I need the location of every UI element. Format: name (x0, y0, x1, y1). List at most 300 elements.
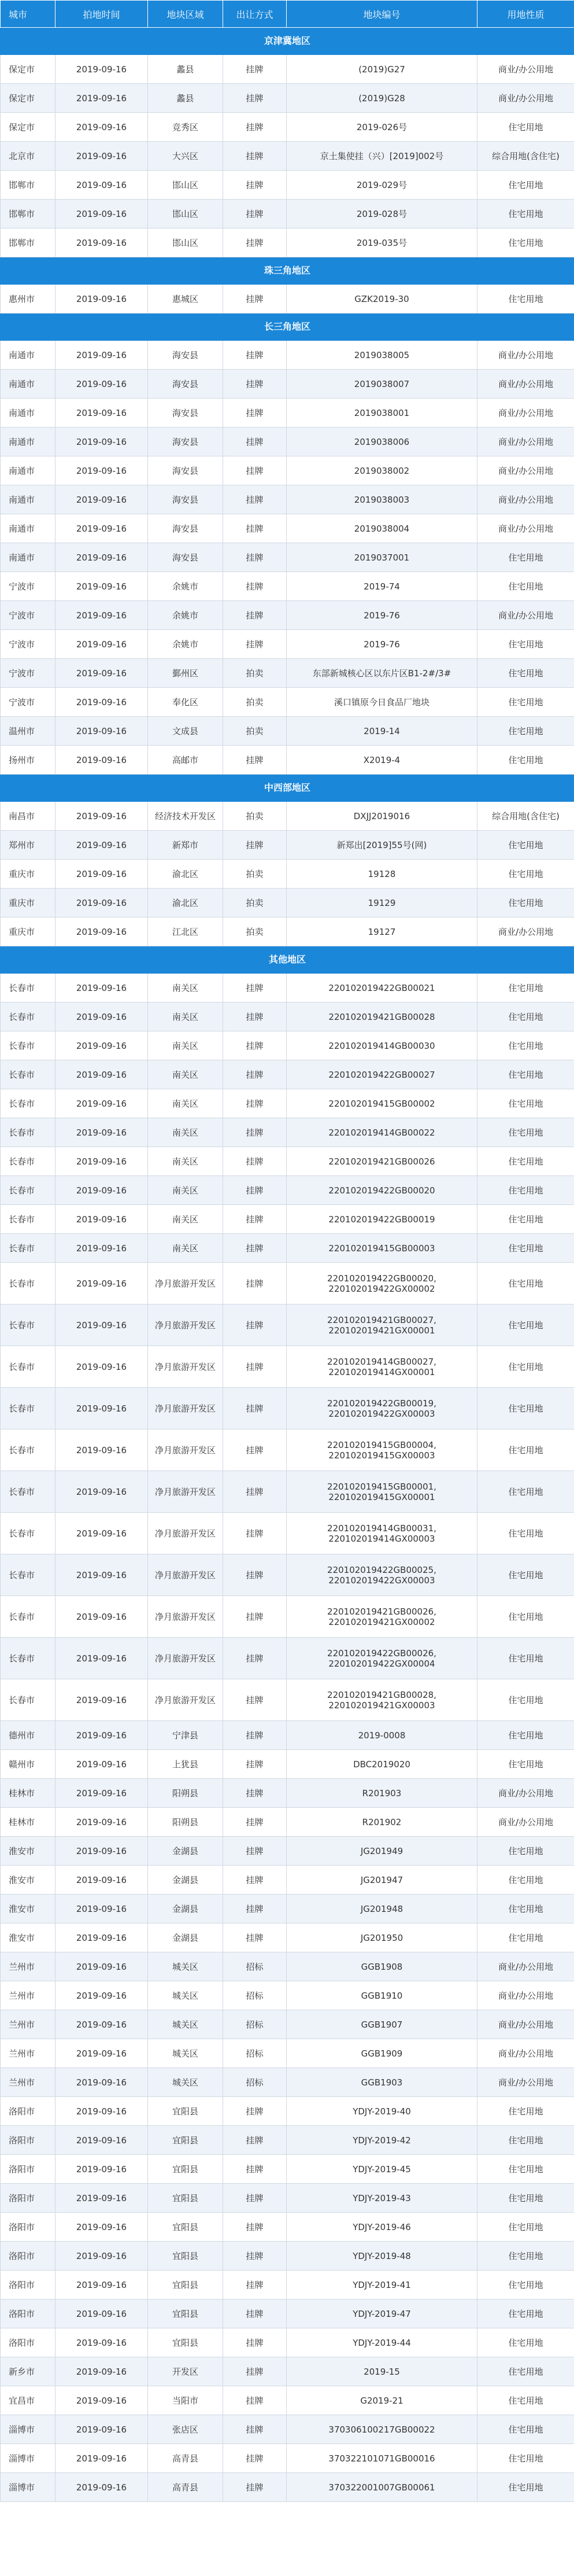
cell-parcel-id: JG201949 (287, 1837, 477, 1866)
cell-date: 2019-09-16 (55, 2299, 148, 2328)
cell-land-use: 综合用地(含住宅) (477, 802, 574, 831)
cell-area: 宜阳县 (148, 2126, 223, 2155)
cell-method: 挂牌 (223, 1234, 287, 1263)
cell-land-use: 住宅用地 (477, 974, 574, 1003)
cell-method: 挂牌 (223, 974, 287, 1003)
cell-parcel-id: 2019-15 (287, 2357, 477, 2386)
cell-date: 2019-09-16 (55, 746, 148, 775)
cell-area: 金湖县 (148, 1837, 223, 1866)
cell-land-use: 住宅用地 (477, 2271, 574, 2299)
cell-method: 招标 (223, 2039, 287, 2068)
cell-area: 海安县 (148, 399, 223, 428)
cell-land-use: 住宅用地 (477, 2184, 574, 2213)
table-row (1, 370, 574, 399)
cell-city: 宁波市 (1, 630, 55, 659)
cell-area: 宜阳县 (148, 2299, 223, 2328)
cell-parcel-id: 2019038006 (287, 428, 477, 456)
cell-land-use: 住宅用地 (477, 860, 574, 889)
cell-area: 南关区 (148, 1089, 223, 1118)
cell-method: 挂牌 (223, 1176, 287, 1205)
table-row (1, 2068, 574, 2097)
table-row (1, 2271, 574, 2299)
cell-city: 长春市 (1, 974, 55, 1003)
header-area: 地块区域 (148, 1, 223, 28)
cell-city: 长春市 (1, 1060, 55, 1089)
cell-area: 竞秀区 (148, 113, 223, 142)
cell-land-use: 住宅用地 (477, 285, 574, 314)
cell-area: 宁津县 (148, 1721, 223, 1750)
table-row (1, 1952, 574, 1981)
cell-area: 净月旅游开发区 (148, 1638, 223, 1679)
table-row (1, 1118, 574, 1147)
cell-parcel-id: YDJY-2019-47 (287, 2299, 477, 2328)
cell-parcel-id: (2019)G28 (287, 84, 477, 113)
cell-area: 南关区 (148, 1205, 223, 1234)
table-row (1, 1554, 574, 1596)
cell-land-use: 商业/办公用地 (477, 601, 574, 630)
cell-land-use: 住宅用地 (477, 2126, 574, 2155)
table-row (1, 889, 574, 917)
cell-land-use: 住宅用地 (477, 2155, 574, 2184)
cell-parcel-id: 220102019415GB00002 (287, 1089, 477, 1118)
cell-land-use: 住宅用地 (477, 2213, 574, 2242)
table-row (1, 200, 574, 229)
cell-area: 净月旅游开发区 (148, 1513, 223, 1554)
cell-method: 挂牌 (223, 428, 287, 456)
cell-method: 挂牌 (223, 1721, 287, 1750)
cell-parcel-id: YDJY-2019-41 (287, 2271, 477, 2299)
cell-parcel-id: YDJY-2019-46 (287, 2213, 477, 2242)
table-row (1, 55, 574, 84)
cell-land-use: 商业/办公用地 (477, 2039, 574, 2068)
cell-area: 文成县 (148, 717, 223, 746)
cell-date: 2019-09-16 (55, 1089, 148, 1118)
cell-date: 2019-09-16 (55, 2242, 148, 2271)
cell-method: 挂牌 (223, 2299, 287, 2328)
table-row (1, 1304, 574, 1346)
cell-land-use: 住宅用地 (477, 1205, 574, 1234)
table-row (1, 543, 574, 572)
cell-method: 挂牌 (223, 285, 287, 314)
table-row (1, 456, 574, 485)
cell-method: 挂牌 (223, 1118, 287, 1147)
cell-date: 2019-09-16 (55, 514, 148, 543)
cell-parcel-id: 220102019422GB00026, 220102019422GX00004 (287, 1638, 477, 1679)
cell-area: 南关区 (148, 1147, 223, 1176)
region-header-row (1, 314, 574, 341)
cell-city: 桂林市 (1, 1808, 55, 1837)
cell-date: 2019-09-16 (55, 229, 148, 257)
table-header-row (1, 1, 574, 28)
cell-city: 长春市 (1, 1089, 55, 1118)
cell-parcel-id: 19128 (287, 860, 477, 889)
cell-area: 净月旅游开发区 (148, 1263, 223, 1304)
cell-land-use: 住宅用地 (477, 1147, 574, 1176)
table-row (1, 1031, 574, 1060)
table-row (1, 285, 574, 314)
cell-parcel-id: 2019-028号 (287, 200, 477, 229)
table-row (1, 1471, 574, 1513)
cell-method: 挂牌 (223, 630, 287, 659)
cell-area: 净月旅游开发区 (148, 1596, 223, 1638)
cell-parcel-id: GGB1907 (287, 2010, 477, 2039)
cell-city: 淮安市 (1, 1866, 55, 1895)
cell-date: 2019-09-16 (55, 142, 148, 171)
cell-date: 2019-09-16 (55, 1429, 148, 1471)
table-row (1, 1234, 574, 1263)
table-row (1, 1721, 574, 1750)
cell-date: 2019-09-16 (55, 2126, 148, 2155)
cell-date: 2019-09-16 (55, 543, 148, 572)
cell-method: 挂牌 (223, 1471, 287, 1513)
cell-area: 余姚市 (148, 630, 223, 659)
cell-land-use: 住宅用地 (477, 1304, 574, 1346)
cell-date: 2019-09-16 (55, 1471, 148, 1513)
cell-land-use: 住宅用地 (477, 200, 574, 229)
cell-city: 洛阳市 (1, 2097, 55, 2126)
table-row (1, 1596, 574, 1638)
cell-city: 兰州市 (1, 2010, 55, 2039)
cell-parcel-id: 220102019415GB00003 (287, 1234, 477, 1263)
cell-date: 2019-09-16 (55, 200, 148, 229)
cell-parcel-id: 220102019415GB00004, 220102019415GX00003 (287, 1429, 477, 1471)
cell-method: 挂牌 (223, 1779, 287, 1808)
cell-city: 温州市 (1, 717, 55, 746)
cell-area: 海安县 (148, 485, 223, 514)
cell-parcel-id: 京土集使挂（兴）[2019]002号 (287, 142, 477, 171)
cell-date: 2019-09-16 (55, 1721, 148, 1750)
cell-method: 挂牌 (223, 1554, 287, 1596)
cell-land-use: 住宅用地 (477, 1429, 574, 1471)
cell-area: 邯山区 (148, 171, 223, 200)
cell-area: 蠡县 (148, 84, 223, 113)
cell-city: 淄博市 (1, 2473, 55, 2502)
cell-parcel-id: 2019-0008 (287, 1721, 477, 1750)
cell-parcel-id: 220102019422GB00025, 220102019422GX00003 (287, 1554, 477, 1596)
cell-city: 赣州市 (1, 1750, 55, 1779)
cell-parcel-id: GGB1909 (287, 2039, 477, 2068)
cell-city: 长春市 (1, 1346, 55, 1388)
cell-area: 海安县 (148, 370, 223, 399)
cell-date: 2019-09-16 (55, 659, 148, 688)
table-row (1, 746, 574, 775)
cell-area: 宜阳县 (148, 2097, 223, 2126)
cell-date: 2019-09-16 (55, 2039, 148, 2068)
table-row (1, 2242, 574, 2271)
cell-city: 长春市 (1, 1304, 55, 1346)
cell-method: 挂牌 (223, 1679, 287, 1721)
cell-method: 挂牌 (223, 1147, 287, 1176)
cell-parcel-id: JG201950 (287, 1923, 477, 1952)
cell-date: 2019-09-16 (55, 688, 148, 717)
cell-area: 余姚市 (148, 601, 223, 630)
cell-parcel-id: 220102019422GB00020, 220102019422GX00002 (287, 1263, 477, 1304)
cell-parcel-id: 370306100217GB00022 (287, 2415, 477, 2444)
cell-area: 城关区 (148, 2068, 223, 2097)
cell-method: 挂牌 (223, 1808, 287, 1837)
cell-parcel-id: YDJY-2019-48 (287, 2242, 477, 2271)
cell-city: 兰州市 (1, 2039, 55, 2068)
cell-date: 2019-09-16 (55, 2444, 148, 2473)
cell-city: 长春市 (1, 1205, 55, 1234)
cell-land-use: 商业/办公用地 (477, 370, 574, 399)
cell-date: 2019-09-16 (55, 341, 148, 370)
cell-method: 挂牌 (223, 1031, 287, 1060)
cell-land-use: 住宅用地 (477, 2444, 574, 2473)
cell-city: 南昌市 (1, 802, 55, 831)
cell-parcel-id: 220102019414GB00027, 220102019414GX00001 (287, 1346, 477, 1388)
cell-date: 2019-09-16 (55, 1118, 148, 1147)
cell-city: 南通市 (1, 485, 55, 514)
table-row (1, 1346, 574, 1388)
cell-land-use: 商业/办公用地 (477, 456, 574, 485)
cell-land-use: 住宅用地 (477, 229, 574, 257)
cell-date: 2019-09-16 (55, 2213, 148, 2242)
cell-method: 挂牌 (223, 2444, 287, 2473)
cell-method: 挂牌 (223, 370, 287, 399)
cell-land-use: 商业/办公用地 (477, 341, 574, 370)
cell-method: 挂牌 (223, 1060, 287, 1089)
cell-area: 开发区 (148, 2357, 223, 2386)
table-row (1, 1089, 574, 1118)
cell-parcel-id: 220102019414GB00030 (287, 1031, 477, 1060)
cell-parcel-id: JG201948 (287, 1895, 477, 1923)
region-title: 珠三角地区 (1, 257, 574, 285)
cell-city: 兰州市 (1, 2068, 55, 2097)
cell-method: 挂牌 (223, 831, 287, 860)
table-row (1, 802, 574, 831)
cell-area: 蠡县 (148, 55, 223, 84)
table-row (1, 659, 574, 688)
cell-land-use: 商业/办公用地 (477, 1981, 574, 2010)
cell-date: 2019-09-16 (55, 84, 148, 113)
cell-land-use: 商业/办公用地 (477, 428, 574, 456)
header-date: 拍地时间 (55, 1, 148, 28)
cell-date: 2019-09-16 (55, 1176, 148, 1205)
cell-parcel-id: DBC2019020 (287, 1750, 477, 1779)
cell-city: 兰州市 (1, 1981, 55, 2010)
cell-parcel-id: 19127 (287, 917, 477, 946)
cell-method: 挂牌 (223, 2415, 287, 2444)
cell-area: 城关区 (148, 1981, 223, 2010)
table-row (1, 514, 574, 543)
cell-city: 南通市 (1, 341, 55, 370)
cell-date: 2019-09-16 (55, 717, 148, 746)
cell-method: 挂牌 (223, 2242, 287, 2271)
table-row (1, 917, 574, 946)
cell-land-use: 住宅用地 (477, 1923, 574, 1952)
cell-area: 宜阳县 (148, 2184, 223, 2213)
cell-area: 南关区 (148, 974, 223, 1003)
cell-area: 江北区 (148, 917, 223, 946)
cell-method: 挂牌 (223, 1429, 287, 1471)
cell-city: 洛阳市 (1, 2126, 55, 2155)
cell-city: 邯郸市 (1, 200, 55, 229)
cell-city: 长春市 (1, 1429, 55, 1471)
cell-land-use: 住宅用地 (477, 688, 574, 717)
region-header-row (1, 257, 574, 285)
cell-parcel-id: 220102019422GB00019 (287, 1205, 477, 1234)
cell-city: 南通市 (1, 456, 55, 485)
table-row (1, 1060, 574, 1089)
cell-method: 挂牌 (223, 2097, 287, 2126)
cell-method: 挂牌 (223, 1923, 287, 1952)
cell-date: 2019-09-16 (55, 1554, 148, 1596)
cell-method: 挂牌 (223, 1089, 287, 1118)
cell-city: 邯郸市 (1, 171, 55, 200)
cell-city: 长春市 (1, 1003, 55, 1031)
cell-date: 2019-09-16 (55, 2068, 148, 2097)
cell-land-use: 住宅用地 (477, 717, 574, 746)
cell-parcel-id: 东部新城核心区以东片区B1-2#/3# (287, 659, 477, 688)
cell-date: 2019-09-16 (55, 630, 148, 659)
cell-date: 2019-09-16 (55, 1596, 148, 1638)
cell-method: 挂牌 (223, 1304, 287, 1346)
cell-method: 挂牌 (223, 2271, 287, 2299)
cell-area: 鄞州区 (148, 659, 223, 688)
cell-method: 挂牌 (223, 456, 287, 485)
cell-method: 挂牌 (223, 1388, 287, 1429)
cell-date: 2019-09-16 (55, 1679, 148, 1721)
cell-land-use: 住宅用地 (477, 1089, 574, 1118)
cell-method: 拍卖 (223, 860, 287, 889)
table-row (1, 1429, 574, 1471)
cell-date: 2019-09-16 (55, 485, 148, 514)
cell-area: 海安县 (148, 341, 223, 370)
cell-parcel-id: GGB1903 (287, 2068, 477, 2097)
cell-city: 长春市 (1, 1554, 55, 1596)
cell-area: 城关区 (148, 2010, 223, 2039)
cell-date: 2019-09-16 (55, 1837, 148, 1866)
cell-city: 长春市 (1, 1513, 55, 1554)
cell-land-use: 住宅用地 (477, 572, 574, 601)
cell-date: 2019-09-16 (55, 1060, 148, 1089)
table-body (1, 28, 574, 2502)
cell-area: 渝北区 (148, 860, 223, 889)
cell-land-use: 住宅用地 (477, 1837, 574, 1866)
cell-area: 大兴区 (148, 142, 223, 171)
table-row (1, 2444, 574, 2473)
cell-parcel-id: 220102019422GB00021 (287, 974, 477, 1003)
header-city: 城市 (1, 1, 55, 28)
region-title: 其他地区 (1, 946, 574, 974)
cell-city: 长春市 (1, 1031, 55, 1060)
cell-parcel-id: DXJJ2019016 (287, 802, 477, 831)
cell-date: 2019-09-16 (55, 456, 148, 485)
cell-method: 挂牌 (223, 572, 287, 601)
table-row (1, 2155, 574, 2184)
cell-date: 2019-09-16 (55, 2386, 148, 2415)
table-row (1, 630, 574, 659)
table-row (1, 2010, 574, 2039)
cell-area: 南关区 (148, 1234, 223, 1263)
cell-method: 挂牌 (223, 1895, 287, 1923)
cell-date: 2019-09-16 (55, 889, 148, 917)
cell-method: 挂牌 (223, 1513, 287, 1554)
table-row (1, 84, 574, 113)
table-row (1, 1679, 574, 1721)
cell-land-use: 住宅用地 (477, 2242, 574, 2271)
cell-land-use: 商业/办公用地 (477, 917, 574, 946)
cell-area: 高邮市 (148, 746, 223, 775)
cell-city: 保定市 (1, 113, 55, 142)
cell-parcel-id: 2019-76 (287, 630, 477, 659)
cell-parcel-id: R201902 (287, 1808, 477, 1837)
cell-parcel-id: G2019-21 (287, 2386, 477, 2415)
cell-parcel-id: 220102019421GB00028, 220102019421GX00003 (287, 1679, 477, 1721)
cell-method: 挂牌 (223, 2328, 287, 2357)
cell-land-use: 住宅用地 (477, 2357, 574, 2386)
cell-parcel-id: 220102019422GB00019, 220102019422GX00003 (287, 1388, 477, 1429)
table-row (1, 1388, 574, 1429)
cell-area: 阳朔县 (148, 1808, 223, 1837)
cell-parcel-id: 2019038005 (287, 341, 477, 370)
cell-land-use: 住宅用地 (477, 1346, 574, 1388)
cell-method: 招标 (223, 1952, 287, 1981)
cell-area: 高青县 (148, 2444, 223, 2473)
region-header-row (1, 28, 574, 55)
cell-date: 2019-09-16 (55, 171, 148, 200)
table-row (1, 485, 574, 514)
cell-date: 2019-09-16 (55, 1895, 148, 1923)
cell-area: 宜阳县 (148, 2328, 223, 2357)
cell-city: 保定市 (1, 84, 55, 113)
table-row (1, 2386, 574, 2415)
cell-area: 经济技术开发区 (148, 802, 223, 831)
cell-parcel-id: R201903 (287, 1779, 477, 1808)
region-title: 京津冀地区 (1, 28, 574, 55)
cell-parcel-id: YDJY-2019-40 (287, 2097, 477, 2126)
cell-city: 淮安市 (1, 1895, 55, 1923)
cell-land-use: 住宅用地 (477, 1003, 574, 1031)
cell-parcel-id: 2019038002 (287, 456, 477, 485)
cell-date: 2019-09-16 (55, 1304, 148, 1346)
cell-method: 挂牌 (223, 1750, 287, 1779)
cell-city: 北京市 (1, 142, 55, 171)
cell-parcel-id: 370322101071GB00016 (287, 2444, 477, 2473)
cell-city: 长春市 (1, 1471, 55, 1513)
cell-parcel-id: 2019038007 (287, 370, 477, 399)
cell-city: 淄博市 (1, 2444, 55, 2473)
cell-land-use: 商业/办公用地 (477, 399, 574, 428)
cell-city: 南通市 (1, 514, 55, 543)
cell-parcel-id: GGB1910 (287, 1981, 477, 2010)
cell-method: 招标 (223, 1981, 287, 2010)
cell-method: 挂牌 (223, 514, 287, 543)
cell-city: 郑州市 (1, 831, 55, 860)
cell-city: 南通市 (1, 370, 55, 399)
cell-land-use: 住宅用地 (477, 1750, 574, 1779)
cell-land-use: 商业/办公用地 (477, 514, 574, 543)
cell-parcel-id: 2019-14 (287, 717, 477, 746)
cell-date: 2019-09-16 (55, 1263, 148, 1304)
cell-date: 2019-09-16 (55, 113, 148, 142)
cell-land-use: 住宅用地 (477, 1471, 574, 1513)
cell-land-use: 住宅用地 (477, 1234, 574, 1263)
cell-method: 挂牌 (223, 2155, 287, 2184)
cell-method: 招标 (223, 2010, 287, 2039)
cell-date: 2019-09-16 (55, 1205, 148, 1234)
table-row (1, 171, 574, 200)
cell-area: 邯山区 (148, 229, 223, 257)
table-row (1, 1866, 574, 1895)
cell-date: 2019-09-16 (55, 601, 148, 630)
table-row (1, 1808, 574, 1837)
table-row (1, 1263, 574, 1304)
cell-land-use: 商业/办公用地 (477, 2010, 574, 2039)
cell-area: 余姚市 (148, 572, 223, 601)
table-row (1, 399, 574, 428)
